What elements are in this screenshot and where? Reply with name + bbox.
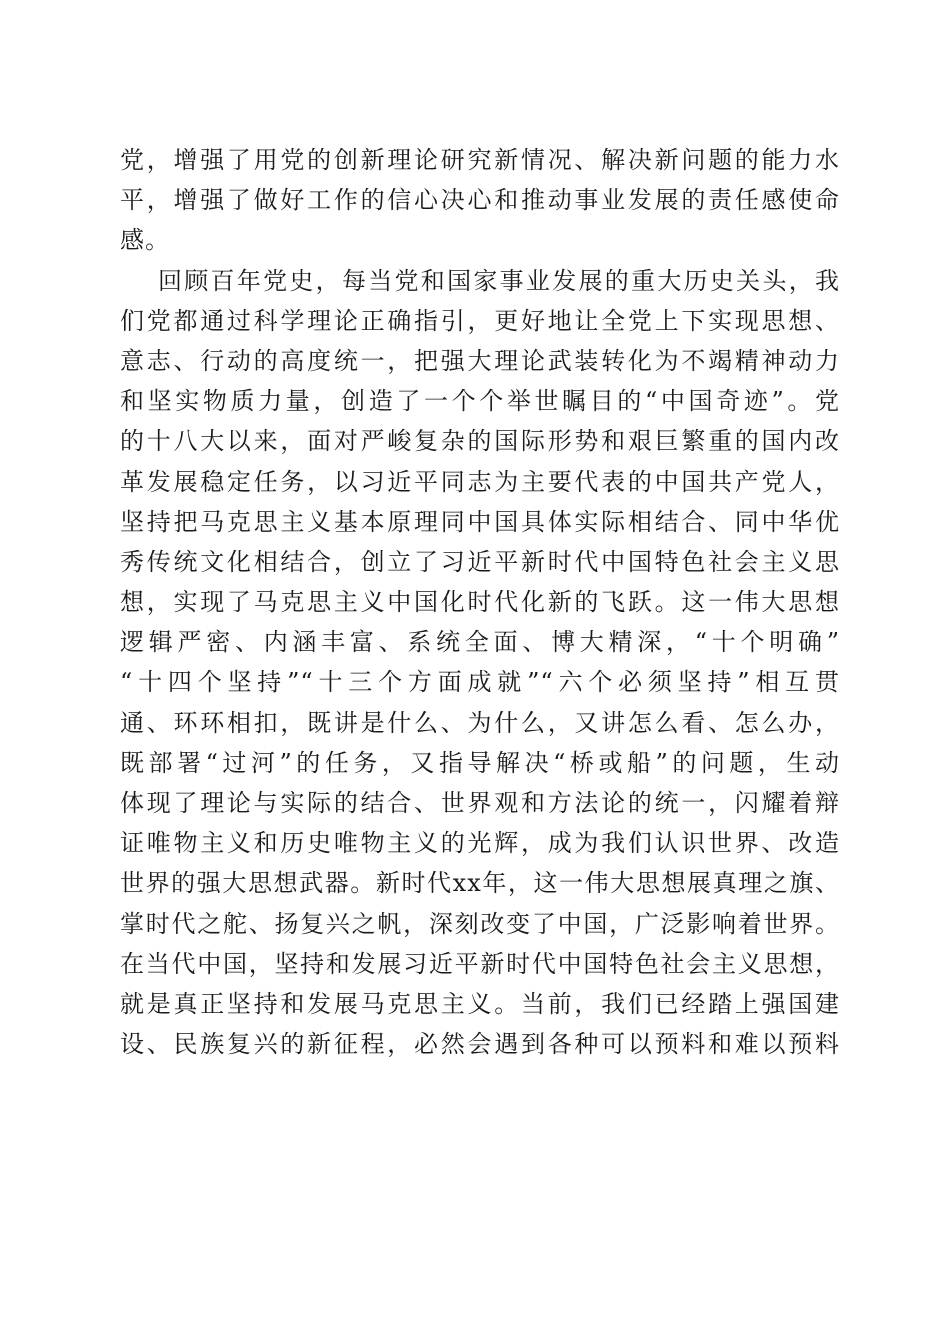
text-line: 和坚实物质力量，创造了一个个举世瞩目的“中国奇迹”。党 [120, 387, 840, 416]
text-line: 世界的强大思想武器。新时代xx年，这一伟大思想展真理之旗、 [120, 869, 840, 898]
text-line: 平，增强了做好工作的信心决心和推动事业发展的责任感使命 [120, 186, 840, 215]
text-line: 在当代中国，坚持和发展习近平新时代中国特色社会主义思想， [120, 949, 840, 978]
text-line: 革发展稳定任务，以习近平同志为主要代表的中国共产党人， [120, 467, 840, 496]
text-line: 通、环环相扣，既讲是什么、为什么，又讲怎么看、怎么办， [120, 708, 840, 737]
text-line: 掌时代之舵、扬复兴之帆，深刻改变了中国，广泛影响着世界。 [120, 909, 840, 938]
text-line: 的十八大以来，面对严峻复杂的国际形势和艰巨繁重的国内改 [120, 427, 840, 456]
text-line: 秀传统文化相结合，创立了习近平新时代中国特色社会主义思 [120, 547, 840, 576]
text-line: “十四个坚持”“十三个方面成就”“六个必须坚持”相互贯 [120, 668, 840, 697]
text-line: 证唯物主义和历史唯物主义的光辉，成为我们认识世界、改造 [120, 829, 840, 858]
text-line: 坚持把马克思主义基本原理同中国具体实际相结合、同中华优 [120, 507, 840, 536]
text-line: 就是真正坚持和发展马克思主义。当前，我们已经踏上强国建 [120, 989, 840, 1018]
text-line: 想，实现了马克思主义中国化时代化新的飞跃。这一伟大思想 [120, 588, 840, 617]
text-line: 逻辑严密、内涵丰富、系统全面、博大精深，“十个明确” [120, 628, 840, 657]
body-text [120, 140, 840, 1064]
text-line: 既部署“过河”的任务，又指导解决“桥或船”的问题，生动 [120, 748, 840, 777]
paragraph-1 [120, 140, 840, 261]
text-line: 设、民族复兴的新征程，必然会遇到各种可以预料和难以预料 [120, 1030, 840, 1059]
text-line: 党，增强了用党的创新理论研究新情况、解决新问题的能力水 [120, 146, 840, 174]
text-line: 意志、行动的高度统一，把强大理论武装转化为不竭精神动力 [120, 346, 840, 375]
text-line: 感。 [120, 226, 170, 255]
text-line: 们党都通过科学理论正确指引，更好地让全党上下实现思想、 [120, 306, 840, 335]
paragraph-2 [120, 261, 840, 1065]
text-line: 体现了理论与实际的结合、世界观和方法论的统一，闪耀着辩 [120, 789, 840, 817]
text-line: 回顾百年党史，每当党和国家事业发展的重大历史关头，我 [158, 266, 840, 295]
